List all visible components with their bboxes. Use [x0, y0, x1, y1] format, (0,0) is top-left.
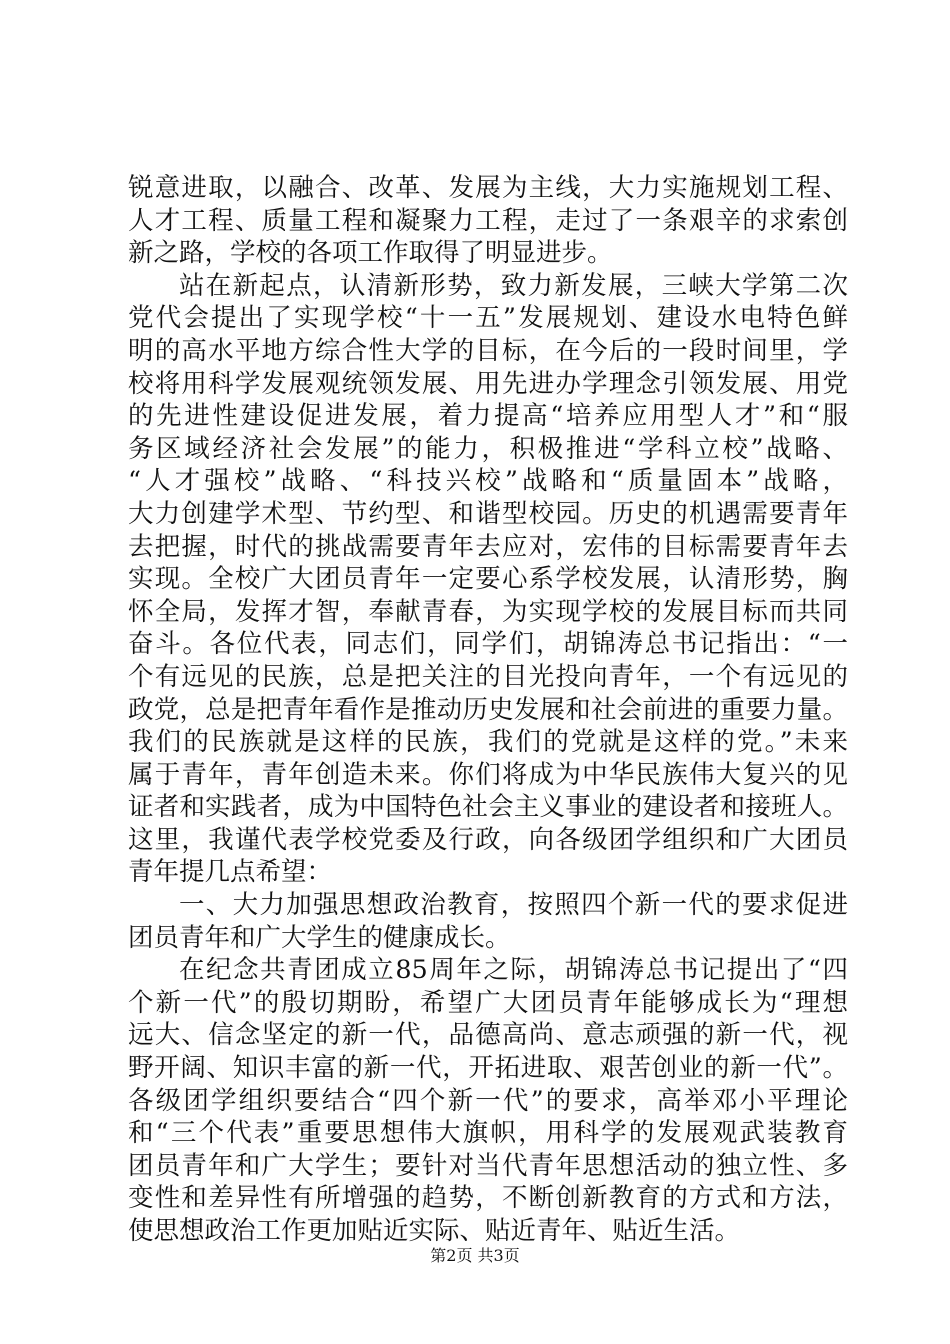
section-heading-line: 一、大力加强思想政治教育，按照四个新一代的要求促进 [179, 890, 848, 921]
text-line: 党代会提出了实现学校“十一五”发展规划、建设水电特色鲜 [128, 303, 848, 334]
text-line: 属于青年，青年创造未来。你们将成为中华民族伟大复兴的见 [128, 759, 848, 790]
section-heading-line: 团员青年和广大学生的健康成长。 [128, 922, 511, 953]
page-number-footer: 第2页 共3页 [430, 1246, 520, 1265]
text-line: 变性和差异性有所增强的趋势，不断创新教育的方式和方法， [128, 1183, 848, 1214]
body-text [128, 172, 848, 1248]
text-line: 人才工程、质量工程和凝聚力工程，走过了一条艰辛的求索创 [128, 205, 848, 236]
text-line: 远大、信念坚定的新一代，品德高尚、意志顽强的新一代，视 [128, 1020, 848, 1051]
text-line: 校将用科学发展观统领发展、用先进办学理念引领发展、用党 [128, 368, 848, 399]
text-line: 务区域经济社会发展”的能力，积极推进“学科立校”战略、 [128, 433, 848, 464]
text-line: 野开阔、知识丰富的新一代，开拓进取、艰苦创业的新一代”。 [128, 1053, 848, 1084]
text-line: 我们的民族就是这样的民族，我们的党就是这样的党。”未来 [128, 727, 848, 758]
text-line: “人才强校”战略、“科技兴校”战略和“质量固本”战略， [128, 466, 848, 497]
text-line: 实现。全校广大团员青年一定要心系学校发展，认清形势，胸 [128, 564, 848, 595]
text-line: 的先进性建设促进发展，着力提高“培养应用型人才”和“服 [128, 401, 848, 432]
text-line: 青年提几点希望： [128, 857, 333, 888]
text-line: 去把握，时代的挑战需要青年去应对，宏伟的目标需要青年去 [128, 531, 848, 562]
text-line: 团员青年和广大学生；要针对当代青年思想活动的独立性、多 [128, 1150, 848, 1181]
text-line: 使思想政治工作更加贴近实际、贴近青年、贴近生活。 [128, 1216, 741, 1246]
text-line: 这里，我谨代表学校党委及行政，向各级团学组织和广大团员 [128, 824, 848, 855]
text-line: 新之路，学校的各项工作取得了明显进步。 [128, 238, 613, 269]
text-line: 明的高水平地方综合性大学的目标，在今后的一段时间里，学 [128, 335, 848, 366]
text-line: 锐意进取，以融合、改革、发展为主线，大力实施规划工程、 [128, 173, 848, 203]
text-line: 在纪念共青团成立85周年之际，胡锦涛总书记提出了“四 [179, 955, 848, 986]
text-line: 各级团学组织要结合“四个新一代”的要求，高举邓小平理论 [128, 1085, 848, 1116]
text-line: 个有远见的民族，总是把关注的目光投向青年，一个有远见的 [128, 661, 848, 692]
text-line: 个新一代”的殷切期盼，希望广大团员青年能够成长为“理想 [128, 987, 848, 1018]
text-line: 怀全局，发挥才智，奉献青春，为实现学校的发展目标而共同 [128, 596, 848, 627]
text-line: 证者和实践者，成为中国特色社会主义事业的建设者和接班人。 [128, 792, 848, 823]
text-line: 政党，总是把青年看作是推动历史发展和社会前进的重要力量。 [128, 694, 848, 725]
text-line: 站在新起点，认清新形势，致力新发展，三峡大学第二次 [179, 270, 848, 301]
text-line: 和“三个代表”重要思想伟大旗帜，用科学的发展观武装教育 [128, 1118, 848, 1149]
text-line: 大力创建学术型、节约型、和谐型校园。历史的机遇需要青年 [128, 498, 848, 529]
text-line: 奋斗。各位代表，同志们，同学们，胡锦涛总书记指出：“一 [128, 629, 848, 660]
